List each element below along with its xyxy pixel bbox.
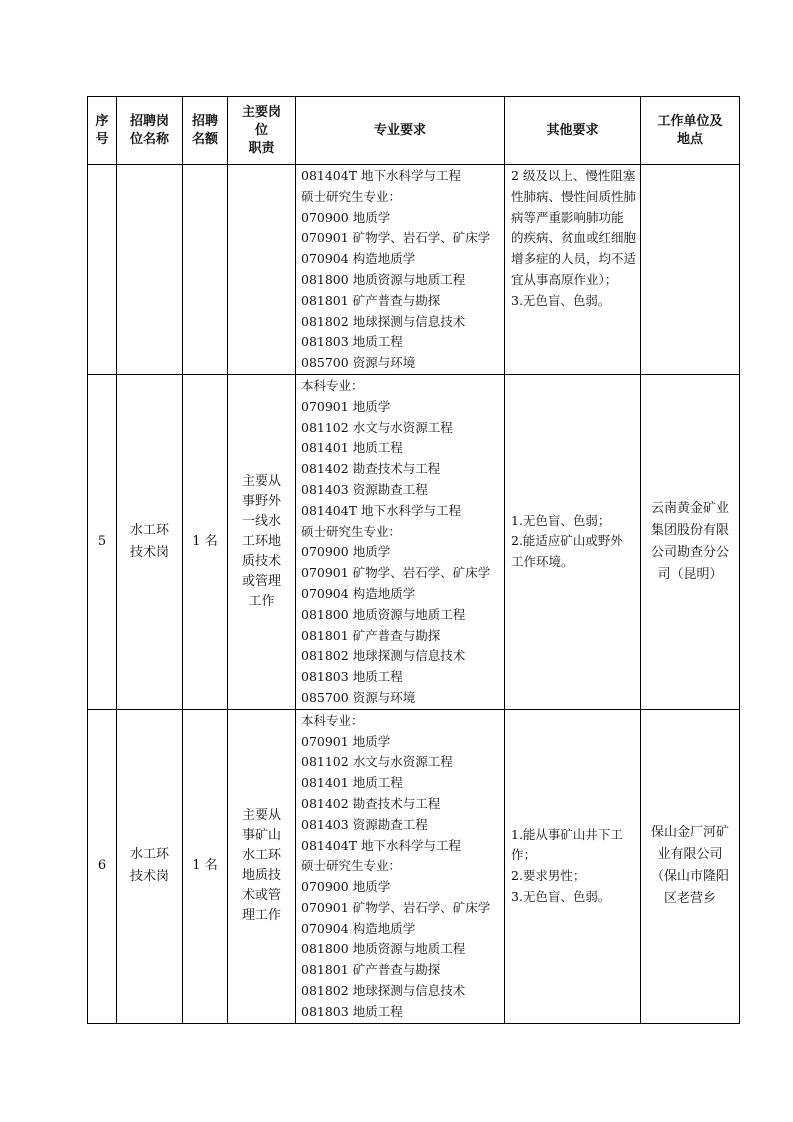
seq-cell: 5 — [88, 374, 117, 709]
header-duty: 主要岗 位 职责 — [228, 97, 296, 165]
recruitment-table — [87, 96, 740, 1024]
quota-cell: 1 名 — [183, 709, 228, 1023]
place-cell: 保山金厂河矿 业有限公司 （保山市隆阳 区老营乡 — [641, 709, 740, 1023]
header-major: 专业要求 — [296, 97, 505, 165]
table-row — [88, 709, 740, 1023]
position-cell: 水工环 技术岗 — [117, 709, 183, 1023]
table-row — [88, 165, 740, 375]
header-row — [88, 97, 740, 165]
duty-cell — [228, 165, 296, 375]
header-position: 招聘岗 位名称 — [117, 97, 183, 165]
position-cell — [117, 165, 183, 375]
seq-cell — [88, 165, 117, 375]
position-cell: 水工环 技术岗 — [117, 374, 183, 709]
majors-cell: 081404T 地下水科学与工程 硕士研究生专业： 070900 地质学 070901 矿物学、岩石学、矿床学 070904 构造地质学 081800 地质资源与地质工程 081801 矿产普查与勘探 081802 地球探测与信息技术 081803 地质工程 085700 资源与环境 — [296, 165, 505, 375]
header-seq: 序 号 — [88, 97, 117, 165]
header-quota: 招聘 名额 — [183, 97, 228, 165]
seq-cell: 6 — [88, 709, 117, 1023]
quota-cell — [183, 165, 228, 375]
other-requirements-cell: 2 级及以上、慢性阻塞 性肺病、慢性间质性肺 病等严重影响肺功能 的疾病、贫血或红细胞 增多症的人员，均不适 宜从事高原作业）； 3.无色盲、色弱。 — [505, 165, 641, 375]
table-row — [88, 374, 740, 709]
majors-cell: 本科专业： 070901 地质学 081102 水文与水资源工程 081401 地质工程 081402 勘查技术与工程 081403 资源勘查工程 081404T 地下水科学与工程 硕士研究生专业： 070900 地质学 070901 矿物学、岩石学、矿床学 070904 构造地质学 081800 地质资源与地质工程 081801 矿产普查与勘探 081802 地球探测与信息技术 081803 地质工程 — [296, 709, 505, 1023]
other-requirements-cell: 1.能从事矿山井下工 作； 2.要求男性； 3.无色盲、色弱。 — [505, 709, 641, 1023]
header-place: 工作单位及 地点 — [641, 97, 740, 165]
duty-cell: 主要从 事矿山 水工环 地质技 术或管 理工作 — [228, 709, 296, 1023]
place-cell: 云南黄金矿业 集团股份有限 公司勘查分公 司（昆明） — [641, 374, 740, 709]
place-cell — [641, 165, 740, 375]
quota-cell: 1 名 — [183, 374, 228, 709]
duty-cell: 主要从 事野外 一线水 工环地 质技术 或管理 工作 — [228, 374, 296, 709]
majors-cell: 本科专业： 070901 地质学 081102 水文与水资源工程 081401 地质工程 081402 勘查技术与工程 081403 资源勘查工程 081404T 地下水科学与工程 硕士研究生专业： 070900 地质学 070901 矿物学、岩石学、矿床学 070904 构造地质学 081800 地质资源与地质工程 081801 矿产普查与勘探 081802 地球探测与信息技术 081803 地质工程 085700 资源与环境 — [296, 374, 505, 709]
header-other: 其他要求 — [505, 97, 641, 165]
other-requirements-cell: 1.无色盲、色弱； 2.能适应矿山或野外 工作环境。 — [505, 374, 641, 709]
